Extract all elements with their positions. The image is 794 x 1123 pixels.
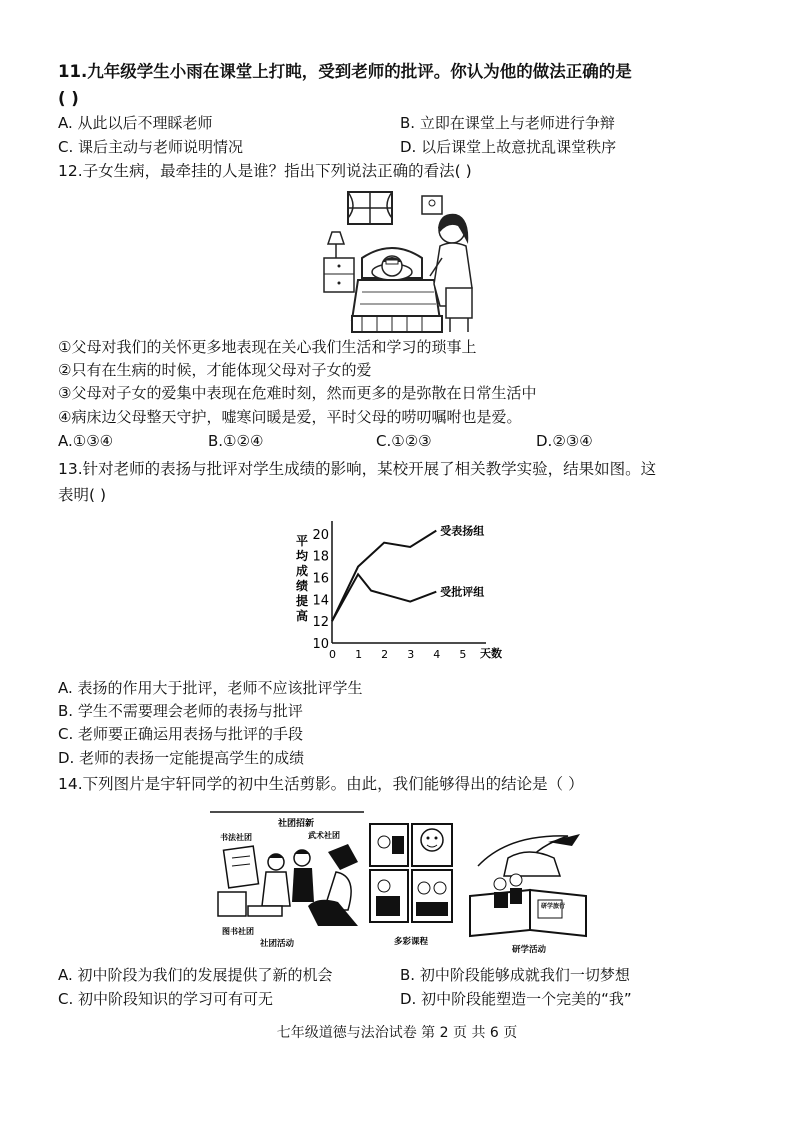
chart-x-tick-label: 2 xyxy=(381,648,389,661)
q14-stem: 14.下列图片是宇轩同学的初中生活剪影。由此，我们能够得出的结论是（ ） xyxy=(58,775,584,793)
library-club-label: 图书社团 xyxy=(222,927,254,936)
q12-option-a: A.①③④ xyxy=(58,432,114,450)
q13-option-b: B. 学生不需要理会老师的表扬与批评 xyxy=(58,702,303,720)
chart-ylabel-char: 均 xyxy=(296,549,309,563)
q14-option-b: B. 初中阶段能够成就我们一切梦想 xyxy=(400,966,630,984)
q12-statement-3: ③父母对子女的爱集中表现在危难时刻，然而更多的是弥散在日常生活中 xyxy=(58,384,537,402)
q13-option-a: A. 表扬的作用大于批评，老师不应该批评学生 xyxy=(58,679,363,697)
criticized-group-line xyxy=(332,574,436,621)
praised-group-line xyxy=(332,531,436,622)
middle-school-life-collage xyxy=(208,806,598,958)
club-recruit-banner: 社团招新 xyxy=(278,819,315,829)
q14-option-c: C. 初中阶段知识的学习可有可无 xyxy=(58,990,274,1008)
chart-y-tick-label: 12 xyxy=(312,615,329,631)
chart-y-tick-label: 10 xyxy=(312,637,329,652)
chart-x-tick-label: 1 xyxy=(355,648,363,661)
q13-option-d: D. 老师的表扬一定能提高学生的成绩 xyxy=(58,749,305,767)
chart-ylabel-char: 高 xyxy=(296,609,309,623)
chart-ylabel-char: 平 xyxy=(296,534,309,548)
chart-x-tick-label: 0 xyxy=(329,648,336,661)
q12-statement-4: ④病床边父母整天守护，嘘寒问暖是爱，平时父母的唠叨嘱咐也是爱。 xyxy=(58,408,522,426)
page-footer: 七年级道德与法治试卷 第 2 页 共 6 页 xyxy=(276,1025,518,1041)
study-activity-caption: 研学活动 xyxy=(512,945,547,955)
martial-club-label: 武术社团 xyxy=(308,831,340,840)
criticized-group-label: 受批评组 xyxy=(440,585,485,599)
chart-x-axis-label: 天数 xyxy=(480,647,502,660)
q13-option-c: C. 老师要正确运用表扬与批评的手段 xyxy=(58,725,304,743)
q12-statement-1: ①父母对我们的关怀更多地表现在关心我们生活和学习的琐事上 xyxy=(58,338,477,356)
sick-child-illustration xyxy=(322,188,484,336)
chart-y-tick-label: 16 xyxy=(312,571,329,587)
q11-option-a: A. 从此以后不理睬老师 xyxy=(58,114,213,132)
calligraphy-club-label: 书法社团 xyxy=(220,833,252,842)
chart-ylabel-char: 绩 xyxy=(296,579,309,593)
chart-x-tick-label: 3 xyxy=(407,648,415,661)
q11-option-c: C. 课后主动与老师说明情况 xyxy=(58,138,244,156)
chart-ylabel-char: 提 xyxy=(296,594,309,608)
q12-option-b: B.①②④ xyxy=(208,432,264,450)
q11-stem-text: 11.九年级学生小雨在课堂上打盹，受到老师的批评。你认为他的做法正确的是 xyxy=(58,62,632,81)
q12-stem: 12.子女生病，最牵挂的人是谁？指出下列说法正确的看法( ) xyxy=(58,162,472,180)
praised-group-label: 受表扬组 xyxy=(440,524,485,538)
chart-y-tick-label: 14 xyxy=(312,593,329,609)
q13-stem-line1: 13.针对老师的表扬与批评对学生成绩的影响，某校开展了相关教学实验，结果如图。这 xyxy=(58,460,657,478)
chart-x-tick-label: 5 xyxy=(459,648,467,661)
q12-option-c: C.①②③ xyxy=(376,432,432,450)
q11-option-d: D. 以后课堂上故意扰乱课堂秩序 xyxy=(400,138,617,156)
q12-option-d: D.②③④ xyxy=(536,432,593,450)
q12-statement-2: ②只有在生病的时候，才能体现父母对子女的爱 xyxy=(58,361,372,379)
chart-y-axis-label xyxy=(296,533,309,623)
chart-y-tick-label: 20 xyxy=(312,527,329,543)
q13-stem-line2: 表明( ) xyxy=(58,486,107,504)
club-activity-caption: 社团活动 xyxy=(260,939,295,949)
q13-stem xyxy=(58,456,748,508)
study-travel-sign: 研学旅行 xyxy=(541,903,566,910)
q14-option-d: D. 初中阶段能塑造一个完美的“我” xyxy=(400,990,632,1008)
chart-y-tick-label: 18 xyxy=(312,549,329,565)
chart-x-tick-label: 4 xyxy=(433,648,441,661)
diverse-courses-caption: 多彩课程 xyxy=(394,937,429,947)
score-line-chart xyxy=(288,515,508,665)
q14-option-a: A. 初中阶段为我们的发展提供了新的机会 xyxy=(58,966,333,984)
chart-ylabel-char: 成 xyxy=(296,564,309,578)
q11-stem xyxy=(58,58,748,112)
q11-bracket: ( ) xyxy=(58,89,79,108)
q11-option-b: B. 立即在课堂上与老师进行争辩 xyxy=(400,114,615,132)
